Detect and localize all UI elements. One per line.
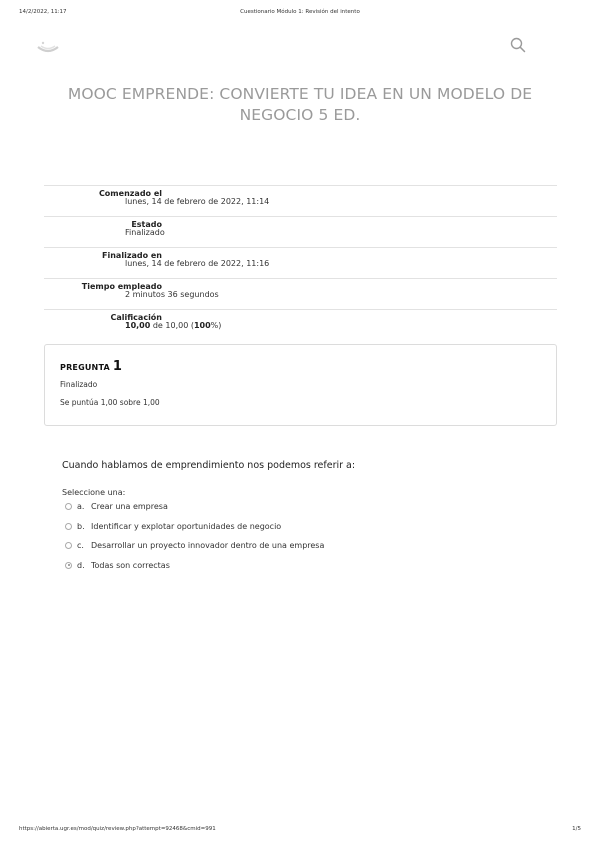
summary-row-state [44,216,557,247]
answer-letter: c. [77,541,84,550]
summary-label: Comenzado el [98,189,162,198]
print-url: https://abierta.ugr.es/mod/quiz/review.php?attempt=92468&cmid=991 [19,826,216,832]
question-heading [60,359,122,374]
answer-letter: d. [77,560,85,570]
print-title: Cuestionario Módulo 1: Revisión del intento [240,9,360,15]
summary-row-time [44,278,557,309]
radio-button[interactable] [65,542,72,549]
answer-letter: a. [77,502,85,511]
question-number: 1 [112,359,123,374]
grade-percent-suffix: %) [210,321,222,330]
summary-row-grade [44,309,557,340]
attempt-summary [44,185,557,340]
question-grade: Se puntúa 1,00 sobre 1,00 [60,398,160,407]
radio-button[interactable] [65,523,72,530]
course-title: MOOC EMPRENDE: CONVIERTE TU IDEA EN UN MODELO DE NEGOCIO 5 ED. [67,85,533,124]
answer-text: Todas son correctas [91,560,170,570]
answer-text: Desarrollar un proyecto innovador dentro de una empresa [91,541,325,550]
summary-label: Finalizado en [102,251,162,260]
summary-value: 2 minutos 36 segundos [125,290,219,299]
grade-of: de 10,00 ( [150,321,194,330]
print-header [0,9,600,21]
grade-score: 10,00 [125,321,151,330]
print-footer [0,826,600,838]
answer-text: Crear una empresa [91,502,168,511]
summary-label: Calificación [110,313,162,322]
summary-row-started [44,185,557,216]
radio-button[interactable] [65,503,72,510]
question-prompt: Seleccione una: [62,488,126,497]
search-icon[interactable] [510,37,526,53]
answer-letter: b. [77,521,85,531]
question-info [44,344,557,426]
question-state: Finalizado [60,380,98,389]
summary-label: Tiempo empleado [81,282,162,291]
radio-button-selected[interactable] [65,562,72,569]
summary-label: Estado [131,220,162,229]
logo-icon[interactable] [36,38,60,56]
summary-value: Finalizado [125,228,165,237]
grade-percent: 100 [193,321,211,330]
summary-value: lunes, 14 de febrero de 2022, 11:14 [125,197,270,206]
question-heading-label: PREGUNTA [60,363,110,372]
print-page-number: 1/5 [572,826,581,832]
grade-value [125,321,221,330]
question-text: Cuando hablamos de emprendimiento nos podemos referir a: [62,460,356,471]
summary-row-finished [44,247,557,278]
print-date: 14/2/2022, 11:17 [19,9,67,15]
summary-value: lunes, 14 de febrero de 2022, 11:16 [125,259,270,268]
answer-text: Identificar y explotar oportunidades de negocio [91,521,282,531]
